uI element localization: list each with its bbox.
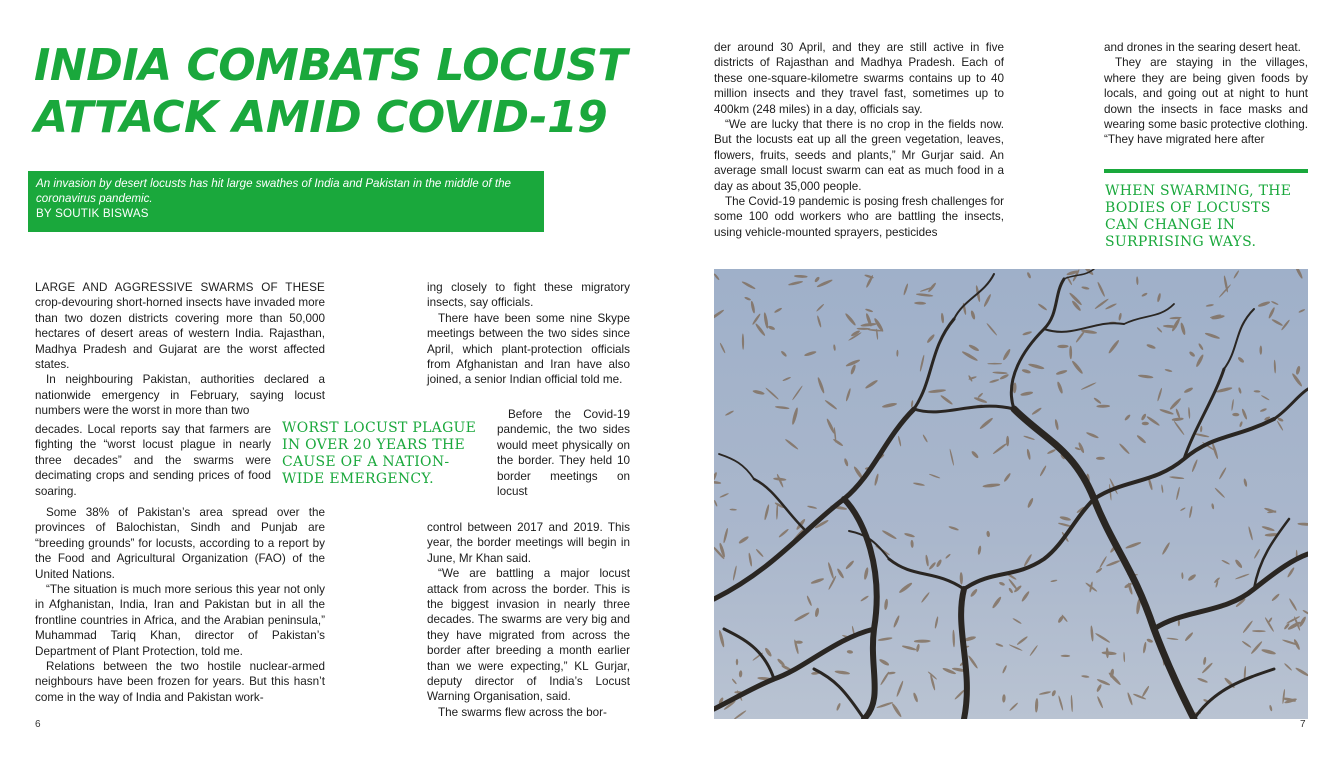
col1-paragraph-5: Relations between the two hostile nuclear-armed neighbours have been frozen for years. But this hasn’t come in the way of India and Pakistan work- bbox=[35, 660, 325, 704]
page-number-right: 7 bbox=[1300, 719, 1306, 730]
page-number-left: 6 bbox=[35, 719, 41, 730]
locust-mark bbox=[1006, 436, 1009, 447]
col1-paragraph-3: Some 38% of Pakistan’s area spread over the provinces of Balochistan, Sindh and Punjab are “breeding grounds” for locusts, according to a report by the Food and Agricultural Organization (FAO) of the United Nations. bbox=[35, 506, 325, 581]
sky-background bbox=[714, 269, 1308, 719]
col2-paragraph-5: The swarms flew across the bor- bbox=[438, 705, 607, 719]
locust-mark bbox=[736, 659, 738, 665]
locust-swarm-illustration bbox=[714, 269, 1308, 719]
col1-paragraph-1 bbox=[35, 280, 325, 372]
locust-swarm-photo bbox=[714, 269, 1308, 719]
pull-quote-plague: WORST LOCUST PLAGUE IN OVER 20 YEARS THE CAUSE OF A NATION-WIDE EMERGENCY. bbox=[282, 420, 477, 487]
col1-paragraph-1-text: crop-devouring short-horned insects have invaded more than two dozen districts covering more than 50,000 hectares of desert areas of western India. Rajasthan, Madhya Pradesh and Gujarat are the worst affected states. bbox=[35, 296, 325, 372]
byline: BY SOUTIK BISWAS bbox=[36, 207, 149, 220]
col3-paragraph-2: “We are lucky that there is no crop in the fields now. But the locusts eat up all the green vegetation, leaves, flowers, fruits, seeds and plants,” Mr Gurjar said. An average small locust swarm can eat as much food in a day as about 35,000 people. bbox=[714, 118, 1004, 193]
pull-quote-swarming: WHEN SWARMING, THE BODIES OF LOCUSTS CAN CHANGE IN SURPRISING WAYS. bbox=[1105, 183, 1292, 250]
locust-mark bbox=[1142, 422, 1149, 425]
col1-paragraph-2b: decades. Local reports say that farmers are fighting the “worst locust plague in nearly three decades” and the swarms were decimating crops and sending prices of food soaring. bbox=[35, 423, 271, 498]
col4-paragraph-1: and drones in the searing desert heat. bbox=[1104, 41, 1301, 54]
col2-paragraph-3b: control between 2017 and 2019. This year, the border meetings will begin in June, Mr Khan said. bbox=[427, 521, 630, 565]
column-2 bbox=[427, 280, 630, 388]
col3-paragraph-3: The Covid-19 pandemic is posing fresh challenges for some 100 odd workers who are battling the insects, using vehicle-mounted sprayers, pesticides bbox=[714, 195, 1004, 239]
col2-paragraph-1: ing closely to fight these migratory insects, say officials. bbox=[427, 281, 630, 310]
standfirst-box bbox=[28, 171, 544, 232]
col4-paragraph-2: They are staying in the villages, where they are being given foods by locals, and going out at night to hunt down the insects in face masks and wearing some basic protective clothing. “They have migrated here after bbox=[1104, 56, 1308, 147]
column-1-bottom bbox=[35, 505, 325, 705]
column-2-wrap bbox=[497, 407, 630, 499]
column-1 bbox=[35, 280, 325, 419]
column-3 bbox=[714, 40, 1004, 240]
col2-paragraph-3a: Before the Covid-19 pandemic, the two sides would meet physically on the border. They held 10 border meetings on locust bbox=[497, 408, 630, 499]
pull-quote-rule bbox=[1104, 169, 1308, 173]
headline-line-2: ATTACK AMID COVID-19 bbox=[34, 92, 608, 143]
locust-mark bbox=[987, 363, 1002, 365]
col1-lead-caps: LARGE AND AGGRESSIVE SWARMS OF THESE bbox=[35, 281, 325, 294]
column-1-wrap bbox=[35, 422, 271, 499]
column-2-bottom bbox=[427, 520, 630, 720]
standfirst-dek: An invasion by desert locusts has hit large swathes of India and Pakistan in the middle of the coronavirus pandemic. bbox=[36, 177, 511, 205]
col2-paragraph-4: “We are battling a major locust attack from across the border. This is the biggest invasion in nearly three decades. The swarms are very big and they have migrated from across the border after breeding a month earlier than we were expecting,” KL Gurjar, deputy director of India’s Locust Warning Organisation, said. bbox=[427, 567, 630, 704]
locust-mark bbox=[1260, 346, 1263, 355]
col2-paragraph-2: There have been some nine Skype meetings between the two sides since April, which plant-protection officials from Afghanistan and Iran have also joined, a senior Indian official told me. bbox=[427, 311, 630, 387]
col1-paragraph-2a: In neighbouring Pakistan, authorities declared a nationwide emergency in February, saying locust numbers were the worst in more than two bbox=[35, 373, 325, 418]
col1-paragraph-4: “The situation is much more serious this year not only in Afghanistan, India, Iran and Pakistan but in all the frontline countries in Africa, and the Arabian peninsula,” Muhammad Tariq Khan, director of Pakistan’s Department of Plant Protection, told me. bbox=[35, 583, 325, 658]
headline-line-1: INDIA COMBATS LOCUST bbox=[34, 40, 627, 91]
column-4 bbox=[1104, 40, 1308, 148]
col3-paragraph-1: der around 30 April, and they are still active in five districts of Rajasthan and Madhya Pradesh. Each of these one-square-kilometre swarms contains up to 40 million insects and they travel fast, sometimes up to 400km (248 miles) in a day, officials say. bbox=[714, 41, 1004, 116]
headline bbox=[34, 40, 654, 144]
